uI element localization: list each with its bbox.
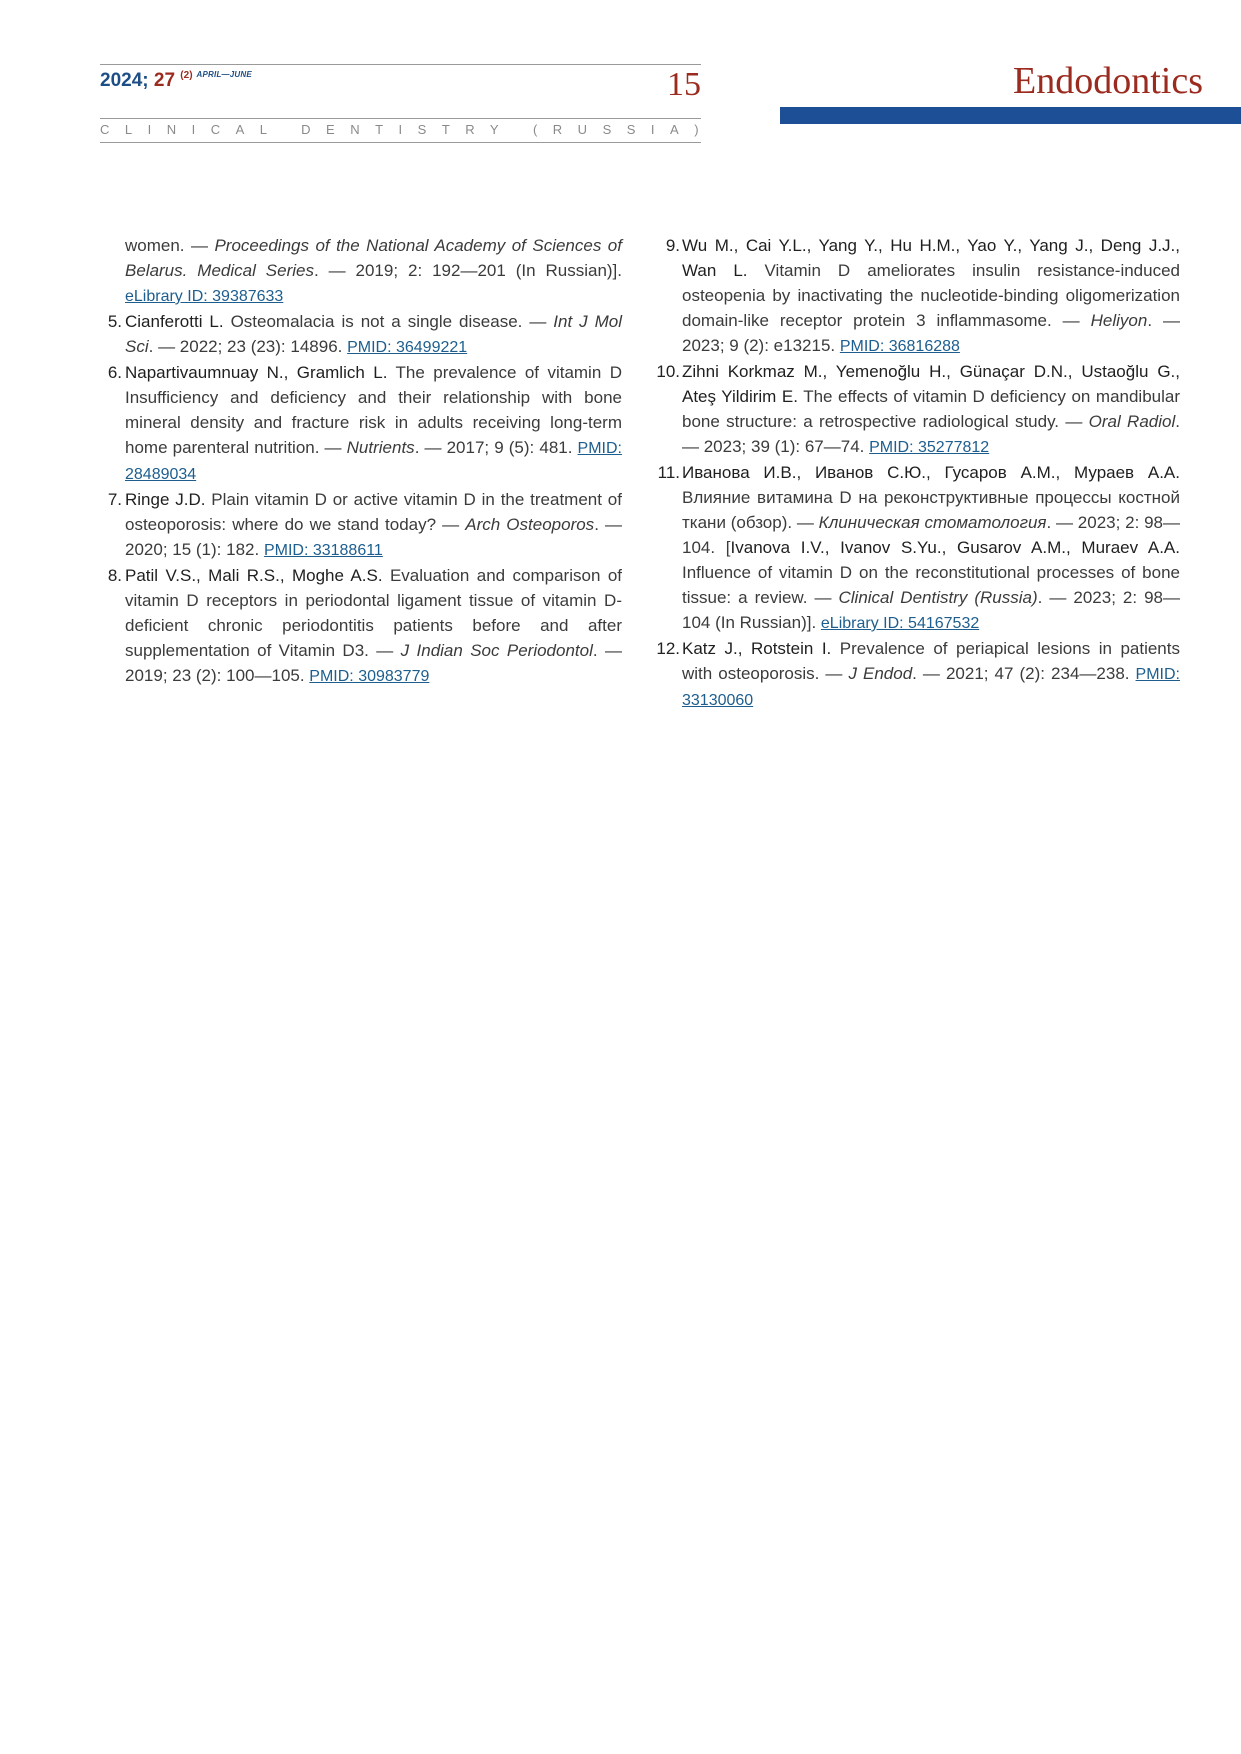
ref-link[interactable]: PMID: 35277812 bbox=[869, 439, 990, 456]
ref-title: The prevalence of vitamin D Insufficiency and deficiency and their relationship with bone mineral density and fracture risk in adults receiving long-term home parenteral nutrition. — bbox=[125, 363, 622, 457]
section-bar bbox=[780, 107, 1241, 124]
issue-volume: 27 bbox=[153, 70, 176, 91]
ref-title: Vitamin D ameliorates insulin resistance-induced osteopenia by inactivating the nucleotide-binding oligomerization domain-like receptor protein 3 inflammasome. — bbox=[682, 261, 1180, 330]
ref-journal: Arch Osteoporos bbox=[465, 515, 595, 534]
ref-authors: Cianferotti L. bbox=[125, 312, 224, 331]
reference-10 bbox=[652, 359, 1180, 460]
ref-authors: Zihni Korkmaz M., Yemenoğlu H., Günaçar D.N., Ustaoğlu G., Ateş Yildirim E. bbox=[682, 362, 1180, 406]
ref-journal: Oral Radiol bbox=[1088, 412, 1176, 431]
ref-journal: J Indian Soc Periodontol bbox=[400, 641, 593, 660]
header-top-rule bbox=[100, 64, 701, 65]
ref-text: . — 2023; 9 (2): e13215. bbox=[682, 311, 1180, 355]
ref-link[interactable]: eLibrary ID: 54167532 bbox=[820, 615, 980, 632]
ref-link[interactable]: PMID: 36499221 bbox=[347, 339, 468, 356]
page-number: 15 bbox=[667, 66, 701, 103]
ref-authors: Napartivaumnuay N., Gramlich L. bbox=[125, 363, 388, 382]
ref-text: . — 2019; 2: 192—201 (In Russian)]. bbox=[313, 261, 623, 280]
ref-authors: Patil V.S., Mali R.S., Moghe A.S. bbox=[125, 566, 383, 585]
issue-number: (2) bbox=[180, 70, 193, 81]
references-left-column bbox=[100, 233, 622, 689]
reference-4-continued bbox=[100, 233, 622, 309]
ref-text: . — 2023; 2: 98—104. [ bbox=[682, 513, 1180, 557]
ref-text: . — 2023; 39 (1): 67—74. bbox=[682, 412, 1180, 456]
section-title: Endodontics bbox=[1013, 60, 1203, 102]
reference-8 bbox=[100, 563, 622, 689]
reference-5 bbox=[100, 309, 622, 360]
ref-journal: Клиническая стоматология bbox=[818, 513, 1047, 532]
ref-number: 8. bbox=[107, 566, 122, 585]
ref-text: . — 2021; 47 (2): 234—238. bbox=[912, 664, 1136, 683]
ref-text: . — 2023; 2: 98—104 (In Russian)]. bbox=[682, 588, 1181, 632]
header-mid-rule bbox=[100, 118, 701, 119]
ref-link[interactable]: eLibrary ID: 39387633 bbox=[125, 288, 284, 305]
ref-text: . — 2022; 23 (23): 14896. bbox=[148, 337, 348, 356]
ref-number: 6. bbox=[107, 363, 122, 382]
ref-link[interactable]: PMID: 28489034 bbox=[125, 440, 622, 483]
ref-authors: Wu M., Cai Y.L., Yang Y., Hu H.M., Yao Y., Yang J., Deng J.J., Wan L. bbox=[682, 236, 1180, 280]
ref-text: . — 2020; 15 (1): 182. bbox=[125, 515, 622, 559]
ref-journal: Nutrients bbox=[346, 438, 415, 457]
ref-number: 5. bbox=[107, 312, 122, 331]
ref-number: 7. bbox=[107, 490, 122, 509]
ref-journal: J Endod bbox=[848, 664, 913, 683]
ref-title: Prevalence of periapical lesions in patients with osteoporosis. — bbox=[682, 639, 1180, 683]
ref-number: 10. bbox=[656, 362, 680, 381]
journal-name: CLINICAL DENTISTRY (RUSSIA) bbox=[100, 122, 715, 137]
ref-link[interactable]: PMID: 33130060 bbox=[682, 666, 1180, 709]
ref-authors: Иванова И.В., Иванов С.Ю., Гусаров А.М., Мураев А.А. bbox=[682, 463, 1180, 482]
issue-info bbox=[100, 70, 252, 92]
reference-11 bbox=[652, 460, 1180, 636]
reference-6 bbox=[100, 360, 622, 487]
ref-text: . — 2019; 23 (2): 100—105. bbox=[125, 641, 622, 685]
ref-title-translated: Influence of vitamin D on the reconstitutional processes of bone tissue: a review. — bbox=[682, 563, 1180, 607]
ref-journal: Heliyon bbox=[1090, 311, 1148, 330]
ref-link[interactable]: PMID: 36816288 bbox=[839, 338, 960, 355]
reference-9 bbox=[652, 233, 1180, 359]
ref-title: Влияние витамина D на реконструктивные процессы костной ткани (обзор). — bbox=[682, 488, 1180, 532]
ref-title: Osteomalacia is not a single disease. — bbox=[223, 312, 554, 331]
issue-months: APRIL—JUNE bbox=[196, 70, 252, 79]
header-bottom-rule bbox=[100, 142, 701, 143]
ref-authors: Katz J., Rotstein I. bbox=[682, 639, 832, 658]
ref-text: women. — bbox=[125, 236, 215, 255]
reference-7 bbox=[100, 487, 622, 563]
ref-journal: Proceedings of the National Academy of Sciences of Belarus. Medical Series bbox=[125, 236, 622, 280]
ref-number: 9. bbox=[665, 236, 680, 255]
ref-journal-translated: Clinical Dentistry (Russia) bbox=[838, 588, 1038, 607]
ref-link[interactable]: PMID: 30983779 bbox=[309, 668, 430, 685]
references-right-column bbox=[652, 233, 1180, 713]
ref-text: . — 2017; 9 (5): 481. bbox=[414, 438, 578, 457]
ref-authors: Ringe J.D. bbox=[125, 490, 206, 509]
ref-title: Plain vitamin D or active vitamin D in the treatment of osteoporosis: where do we stand today? — bbox=[125, 490, 622, 534]
ref-journal: Int J Mol Sci bbox=[125, 312, 622, 356]
ref-number: 11. bbox=[657, 463, 680, 482]
ref-link[interactable]: PMID: 33188611 bbox=[263, 542, 383, 559]
reference-12 bbox=[652, 636, 1180, 713]
ref-number: 12. bbox=[656, 639, 680, 658]
issue-year: 2024; bbox=[100, 70, 154, 91]
ref-title: The effects of vitamin D deficiency on mandibular bone structure: a retrospective radiological study. — bbox=[682, 387, 1181, 431]
ref-authors-translated: Ivanova I.V., Ivanov S.Yu., Gusarov A.M., Muraev A.A. bbox=[730, 538, 1180, 557]
ref-title: Evaluation and comparison of vitamin D receptors in periodontal ligament tissue of vitamin D-deficient chronic periodontitis patients before and after supplementation of Vitamin D3. — bbox=[125, 566, 622, 660]
